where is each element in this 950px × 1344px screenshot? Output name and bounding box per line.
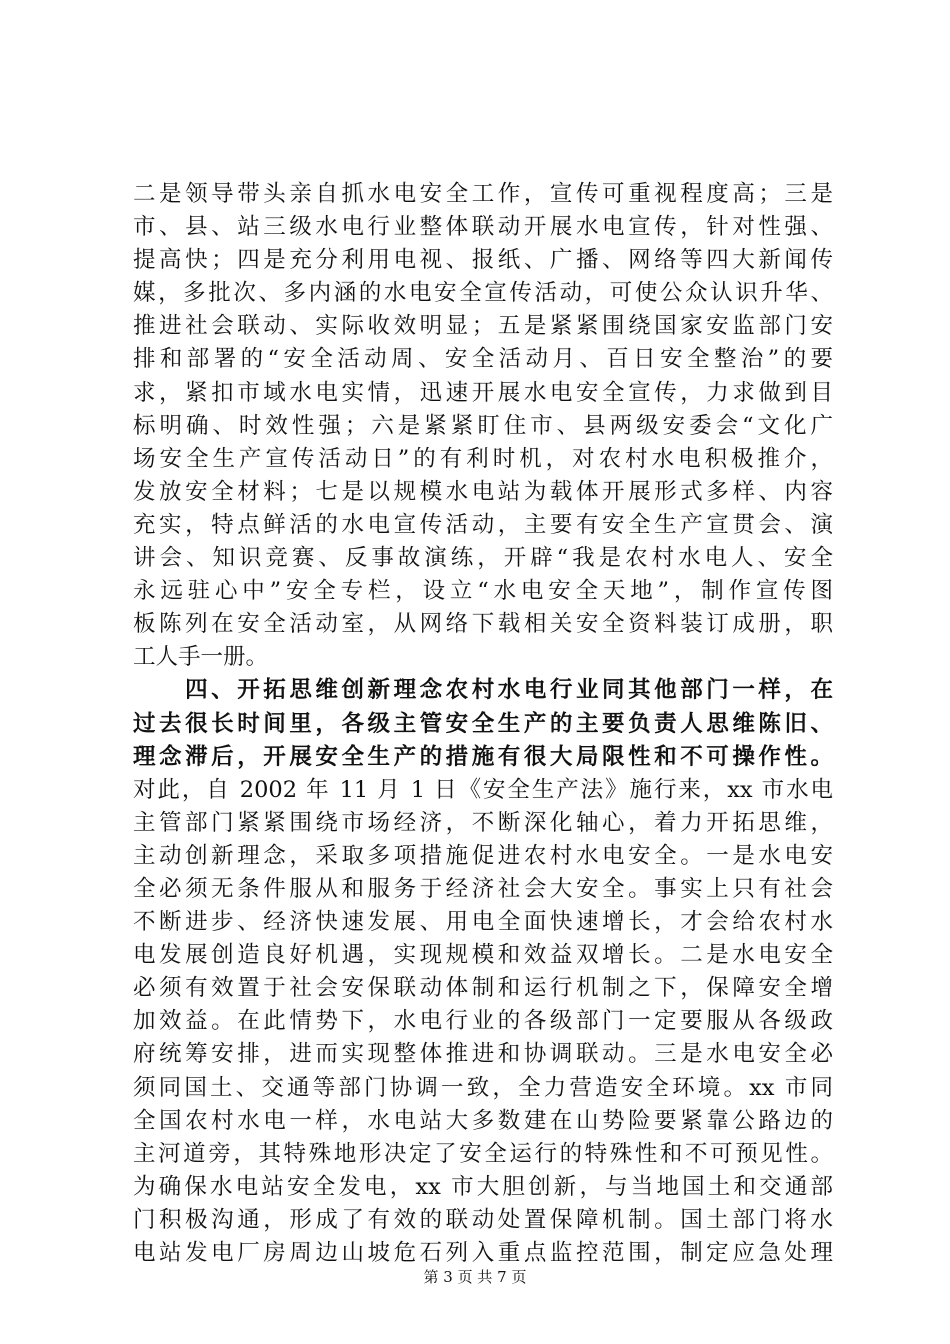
heading-line: 过去很长时间里，各级主管安全生产的主要负责人思维陈旧、 xyxy=(133,710,833,737)
text-line: 二是领导带头亲自抓水电安全工作，宣传可重视程度高；三是 xyxy=(133,181,833,207)
page-footer: 第 3 页 共 7 页 xyxy=(423,1268,527,1286)
text-line: 提高快；四是充分利用电视、报纸、广播、网络等四大新闻传 xyxy=(133,247,833,274)
text-line: 板陈列在安全活动室，从网络下载相关安全资料装订成册，职 xyxy=(133,611,833,638)
text-line: 主管部门紧紧围绕市场经济，不断深化轴心，着力开拓思维， xyxy=(133,809,833,836)
text-line: 工人手一册。 xyxy=(133,644,269,671)
heading-line: 理念滞后，开展安全生产的措施有很大局限性和不可操作性。 xyxy=(133,743,833,770)
text-line: 电发展创造良好机遇，实现规模和效益双增长。二是水电安全 xyxy=(133,942,833,969)
text-line: 对此，自 2002 年 11 月 1 日《安全生产法》施行来，xx 市水电 xyxy=(133,776,833,803)
text-line: 不断进步、经济快速发展、用电全面快速增长，才会给农村水 xyxy=(133,909,833,936)
text-line: 媒，多批次、多内涵的水电安全宣传活动，可使公众认识升华、 xyxy=(133,280,833,307)
text-line: 须同国土、交通等部门协调一致，全力营造安全环境。xx 市同 xyxy=(133,1074,833,1101)
text-line: 充实，特点鲜活的水电宣传活动，主要有安全生产宣贯会、演 xyxy=(133,511,833,538)
text-line: 门积极沟通，形成了有效的联动处置保障机制。国土部门将水 xyxy=(133,1206,833,1233)
text-line: 发放安全材料；七是以规模水电站为载体开展形式多样、内容 xyxy=(133,478,833,505)
text-line: 必须有效置于社会安保联动体制和运行机制之下，保障安全增 xyxy=(133,975,833,1002)
text-line: 永远驻心中”安全专栏，设立“水电安全天地”，制作宣传图 xyxy=(133,578,833,605)
text-line: 全国农村水电一样，水电站大多数建在山势险要紧靠公路边的 xyxy=(133,1107,833,1134)
text-line: 电站发电厂房周边山坡危石列入重点监控范围，制定应急处理 xyxy=(133,1240,833,1266)
text-line: 全必须无条件服从和服务于经济社会大安全。事实上只有社会 xyxy=(133,875,833,902)
text-line: 加效益。在此情势下，水电行业的各级部门一定要服从各级政 xyxy=(133,1008,833,1035)
text-line: 为确保水电站安全发电，xx 市大胆创新，与当地国土和交通部 xyxy=(133,1173,833,1200)
text-line: 市、县、站三级水电行业整体联动开展水电宣传，针对性强、 xyxy=(133,214,833,241)
text-line: 标明确、时效性强；六是紧紧盯住市、县两级安委会“文化广 xyxy=(133,412,833,439)
text-line: 推进社会联动、实际收效明显；五是紧紧围绕国家安监部门安 xyxy=(133,313,833,340)
body-text xyxy=(133,178,833,1270)
heading-line: 四、开拓思维创新理念农村水电行业同其他部门一样，在 xyxy=(133,677,833,704)
text-line: 主河道旁，其特殊地形决定了安全运行的特殊性和不可预见性。 xyxy=(133,1140,833,1167)
text-line: 场安全生产宣传活动日”的有利时机，对农村水电积极推介， xyxy=(133,445,833,472)
text-line: 求，紧扣市域水电实情，迅速开展水电安全宣传，力求做到目 xyxy=(133,379,833,406)
text-line: 主动创新理念，采取多项措施促进农村水电安全。一是水电安 xyxy=(133,842,833,869)
text-line: 排和部署的“安全活动周、安全活动月、百日安全整治”的要 xyxy=(133,346,833,373)
text-line: 讲会、知识竞赛、反事故演练，开辟“我是农村水电人、安全 xyxy=(133,545,833,572)
text-line: 府统筹安排，进而实现整体推进和协调联动。三是水电安全必 xyxy=(133,1041,833,1068)
